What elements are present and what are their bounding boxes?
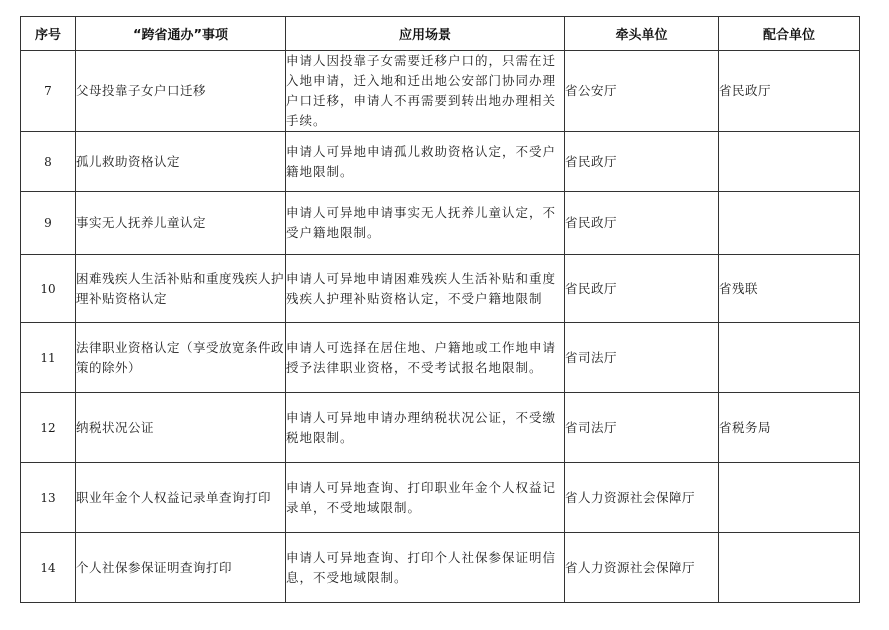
cell-serial-number: 9: [21, 192, 76, 255]
cell-item: 事实无人抚养儿童认定: [76, 192, 286, 255]
cell-cooperating-unit: [719, 533, 860, 603]
cell-cooperating-unit: [719, 463, 860, 533]
cell-scenario: 申请人可选择在居住地、户籍地或工作地申请授予法律职业资格，不受考试报名地限制。: [286, 323, 565, 393]
cell-scenario: 申请人可异地查询、打印职业年金个人权益记录单，不受地域限制。: [286, 463, 565, 533]
table-row: [21, 51, 860, 132]
cell-item: 法律职业资格认定（享受放宽条件政策的除外）: [76, 323, 286, 393]
cell-lead-unit: 省民政厅: [565, 192, 719, 255]
cell-item: 纳税状况公证: [76, 393, 286, 463]
table-row: [21, 463, 860, 533]
cell-serial-number: 8: [21, 132, 76, 192]
cell-scenario: 申请人可异地申请困难残疾人生活补贴和重度残疾人护理补贴资格认定，不受户籍地限制: [286, 255, 565, 323]
cell-serial-number: 7: [21, 51, 76, 132]
cell-scenario: 申请人可异地申请办理纳税状况公证，不受缴税地限制。: [286, 393, 565, 463]
cell-lead-unit: 省民政厅: [565, 255, 719, 323]
header-serial-number: 序号: [21, 17, 76, 51]
cell-lead-unit: 省司法厅: [565, 323, 719, 393]
table-row: [21, 132, 860, 192]
table-row: [21, 255, 860, 323]
cell-lead-unit: 省人力资源社会保障厅: [565, 533, 719, 603]
cell-serial-number: 13: [21, 463, 76, 533]
cell-cooperating-unit: [719, 192, 860, 255]
header-application-scenario: 应用场景: [286, 17, 565, 51]
cell-item: 父母投靠子女户口迁移: [76, 51, 286, 132]
header-lead-unit: 牵头单位: [565, 17, 719, 51]
cell-cooperating-unit: 省民政厅: [719, 51, 860, 132]
table-row: [21, 533, 860, 603]
cell-lead-unit: 省民政厅: [565, 132, 719, 192]
table-row: [21, 393, 860, 463]
cell-item: 职业年金个人权益记录单查询打印: [76, 463, 286, 533]
cell-scenario: 申请人可异地申请孤儿救助资格认定，不受户籍地限制。: [286, 132, 565, 192]
cell-cooperating-unit: 省税务局: [719, 393, 860, 463]
cell-serial-number: 10: [21, 255, 76, 323]
cell-serial-number: 14: [21, 533, 76, 603]
cell-scenario: 申请人因投靠子女需要迁移户口的，只需在迁入地申请，迁入地和迁出地公安部门协同办理户口迁移，申请人不再需要到转出地办理相关手续。: [286, 51, 565, 132]
cell-lead-unit: 省公安厅: [565, 51, 719, 132]
cell-cooperating-unit: [719, 132, 860, 192]
cell-item: 困难残疾人生活补贴和重度残疾人护理补贴资格认定: [76, 255, 286, 323]
cell-scenario: 申请人可异地申请事实无人抚养儿童认定，不受户籍地限制。: [286, 192, 565, 255]
cell-item: 个人社保参保证明查询打印: [76, 533, 286, 603]
cell-serial-number: 12: [21, 393, 76, 463]
cell-scenario: 申请人可异地查询、打印个人社保参保证明信息，不受地域限制。: [286, 533, 565, 603]
cell-item: 孤儿救助资格认定: [76, 132, 286, 192]
header-cooperating-unit: 配合单位: [719, 17, 860, 51]
cell-lead-unit: 省司法厅: [565, 393, 719, 463]
cell-cooperating-unit: [719, 323, 860, 393]
cell-cooperating-unit: 省残联: [719, 255, 860, 323]
cross-province-services-table: [20, 16, 860, 603]
table-row: [21, 192, 860, 255]
cell-serial-number: 11: [21, 323, 76, 393]
table-row: [21, 323, 860, 393]
cell-lead-unit: 省人力资源社会保障厅: [565, 463, 719, 533]
header-item: “跨省通办”事项: [76, 17, 286, 51]
table-header-row: [21, 17, 860, 51]
